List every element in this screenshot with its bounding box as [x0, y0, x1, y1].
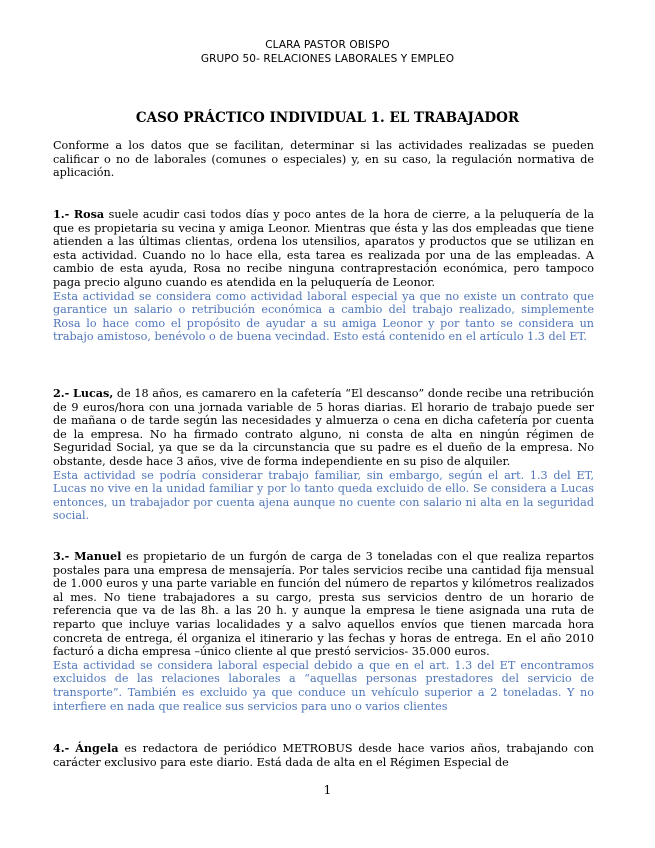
case-3-text: es propietario de un furgón de carga de 3 toneladas con el que realiza repartos postales para una empresa de mensajería. Por tales servicios recibe una cantidad fija mensual de 1.000 euros y una parte variable en función del número de repartos y kilómetros realizados al mes. No tiene trabajadores a su cargo, presta sus servicios dentro de un horario de referencia que va de las 8h. a las 20 h. y aunque la empresa le tiene asignada una ruta de reparto que incluye varias localidades y a salvo aquellos envíos que tienen marcada hora concreta de entrega, él organiza el itinerario y las fechas y horas de entrega. En el año 2010 facturó a dicha empresa –único cliente al que prestó servicios- 35.000 euros.	[53, 550, 594, 659]
case-3-statement	[53, 550, 594, 659]
page-header	[0, 38, 655, 66]
case-1-name: Rosa	[73, 207, 105, 221]
case-1-text: suele acudir casi todos días y poco antes de la hora de cierre, a la peluquería de la que es propietaria su vecina y amiga Leonor. Mientras que ésta y las dos empleadas que tiene atienden a las últimas clientas, ordena los utensilios, aparatos y productos que se utilizan en esta actividad. Cuando no lo hace ella, esta tarea es realizada por una de las empleadas. A cambio de esta ayuda, Rosa no recibe ninguna contraprestación económica, pero tampoco paga precio alguno cuando es atendida en la peluquería de Leonor.	[53, 208, 595, 289]
case-2-text: de 18 años, es camarero en la cafetería “El descanso” donde recibe una retribución de 9 euros/hora con una jornada variable de 5 horas diarias. El horario de trabajo puede ser de mañana o de tarde según las necesidades y almuerza o cena en dicha cafetería por cuenta de la empresa. No ha firmado contrato alguno, ni consta de alta en ningún régimen de Seguridad Social, ya que se da la circunstancia que su padre es el dueño de la empresa. No obstante, desde hace 3 años, vive de forma independiente en su piso de alquiler.	[53, 387, 595, 468]
case-4-statement	[53, 742, 594, 769]
case-2-statement	[53, 387, 594, 469]
case-3-answer: Esta actividad se considera laboral especial debido a que en el art. 1.3 del ET encontramos excluidos de las relaciones laborales a “aquellas personas prestadores del servicio de transporte”. También es excluido ya que conduce un vehículo superior a 2 toneladas. Y no interfiere en nada que realice sus servicios para uno o varios clientes	[53, 658, 594, 713]
case-2	[53, 387, 594, 523]
case-1-answer: Esta actividad se considera como actividad laboral especial ya que no existe un contrato que garantice un salario o retribución económica a cambio del trabajo realizado, simplemente Rosa lo hace como el propósito de ayudar a su amiga Leonor y por tanto se considera un trabajo amistoso, benévolo o de buena vecindad. Esto está contenido en el artículo 1.3 del ET.	[53, 289, 594, 344]
case-3-name: Manuel	[74, 549, 122, 563]
case-4-text: es redactora de periódico METROBUS desde hace varios años, trabajando con carácter exclusivo para este diario. Está dada de alta en el Régimen Especial de	[53, 742, 594, 769]
case-4-name: Ángela	[75, 741, 119, 755]
case-3	[53, 550, 594, 713]
page-number: 1	[323, 783, 332, 797]
case-4	[53, 742, 594, 769]
case-2-answer: Esta actividad se podría considerar trabajo familiar, sin embargo, según el art. 1.3 del ET, Lucas no vive en la unidad familiar y por lo tanto queda excluido de ello. Se considera a Lucas entonces, un trabajador por cuenta ajena aunque no cuente con salario ni alta en la seguridad social.	[53, 468, 594, 523]
document-title: CASO PRÁCTICO INDIVIDUAL 1. EL TRABAJADOR	[135, 110, 520, 126]
case-1-statement	[53, 208, 594, 290]
case-3-number: 3.-	[53, 549, 70, 563]
case-2-number: 2.-	[53, 386, 70, 400]
case-4-number: 4.-	[53, 741, 70, 755]
header-group: GRUPO 50- RELACIONES LABORALES Y EMPLEO	[200, 53, 455, 65]
case-1	[53, 208, 594, 344]
intro-block	[53, 139, 594, 180]
case-2-name: Lucas,	[73, 386, 114, 400]
case-1-number: 1.-	[53, 207, 70, 221]
header-author: CLARA PASTOR OBISPO	[265, 39, 390, 51]
intro-paragraph: Conforme a los datos que se facilitan, determinar si las actividades realizadas se pueden calificar o no de laborales (comunes o especiales) y, en su caso, la regulación normativa de aplicación.	[53, 139, 594, 180]
